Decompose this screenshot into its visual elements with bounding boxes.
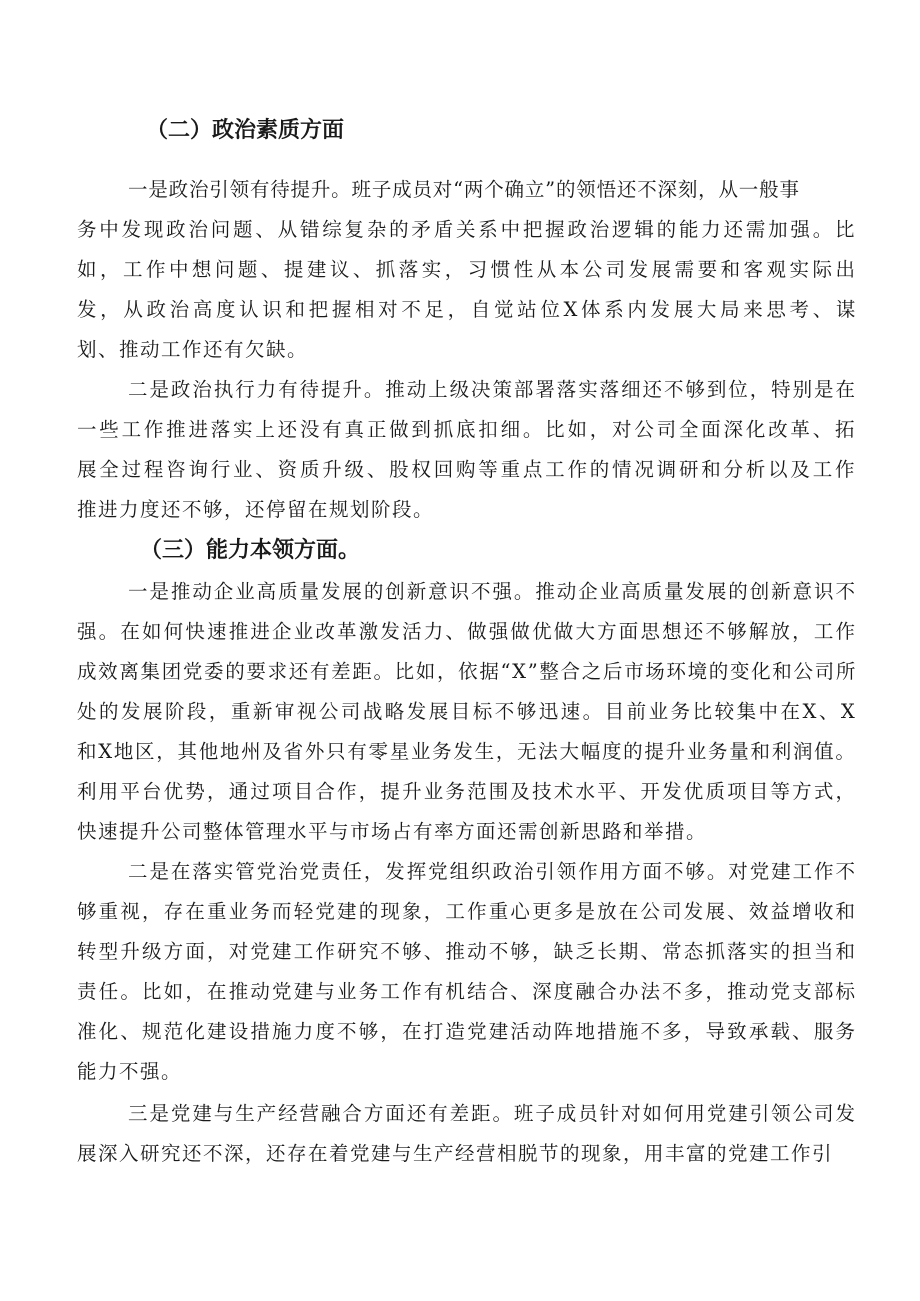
text-line: 二是在落实管党治党责任，发挥党组织政治引领作用方面不够。对党建工作不 [128, 860, 857, 883]
text-line: 处的发展阶段，重新审视公司战略发展目标不够迅速。目前业务比较集中在X、X [77, 700, 858, 723]
text-line: 和X地区，其他地州及省外只有零星业务发生，无法大幅度的提升业务量和利润值。 [77, 740, 857, 763]
text-line: 责任。比如，在推动党建与业务工作有机结合、深度融合办法不多，推动党支部标 [77, 980, 858, 1003]
text-line: 转型升级方面，对党建工作研究不够、推动不够，缺乏长期、常态抓落实的担当和 [77, 940, 858, 963]
text-line: 推进力度还不够，还停留在规划阶段。 [77, 498, 435, 521]
text-line: 一是政治引领有待提升。班子成员对“两个确立”的领悟还不深刻，从一般事 [128, 178, 800, 201]
text-line: 利用平台优势，通过项目合作，提升业务范围及技术水平、开发优质项目等方式， [77, 780, 858, 803]
text-line: 一是推动企业高质量发展的创新意识不强。推动企业高质量发展的创新意识不 [128, 580, 857, 603]
text-line: 划、推动工作还有欠缺。 [77, 338, 309, 361]
text-line: 展深入研究还不深，还存在着党建与生产经营相脱节的现象，用丰富的党建工作引 [77, 1142, 834, 1165]
text-line: 发，从政治高度认识和把握相对不足，自觉站位X体系内发展大局来思考、谋 [77, 298, 860, 321]
text-line: 务中发现政治问题、从错综复杂的矛盾关系中把握政治逻辑的能力还需加强。比 [77, 218, 858, 241]
section-heading-capability: （三）能力本领方面。 [140, 538, 361, 563]
text-line: 能力不强。 [77, 1060, 183, 1083]
text-line: 成效离集团党委的要求还有差距。比如，依据“X”整合之后市场环境的变化和公司所 [77, 660, 857, 683]
text-line: 三是党建与生产经营融合方面还有差距。班子成员针对如何用党建引领公司发 [128, 1102, 857, 1125]
text-line: 够重视，存在重业务而轻党建的现象，工作重心更多是放在公司发展、效益增收和 [77, 900, 858, 923]
text-line: 二是政治执行力有待提升。推动上级决策部署落实落细还不够到位，特别是在 [128, 378, 857, 401]
text-line: 强。在如何快速推进企业改革激发活力、做强做优做大方面思想还不够解放，工作 [77, 620, 858, 643]
text-line: 一些工作推进落实上还没有真正做到抓底扣细。比如，对公司全面深化改革、拓 [77, 418, 858, 441]
text-line: 准化、规范化建设措施力度不够，在打造党建活动阵地措施不多，导致承载、服务 [77, 1020, 858, 1043]
text-line: 快速提升公司整体管理水平与市场占有率方面还需创新思路和举措。 [77, 820, 708, 843]
section-heading-political-quality: （二）政治素质方面 [146, 118, 345, 143]
text-line: 如，工作中想问题、提建议、抓落实，习惯性从本公司发展需要和客观实际出 [77, 258, 859, 281]
text-line: 展全过程咨询行业、资质升级、股权回购等重点工作的情况调研和分析以及工作 [77, 458, 858, 481]
